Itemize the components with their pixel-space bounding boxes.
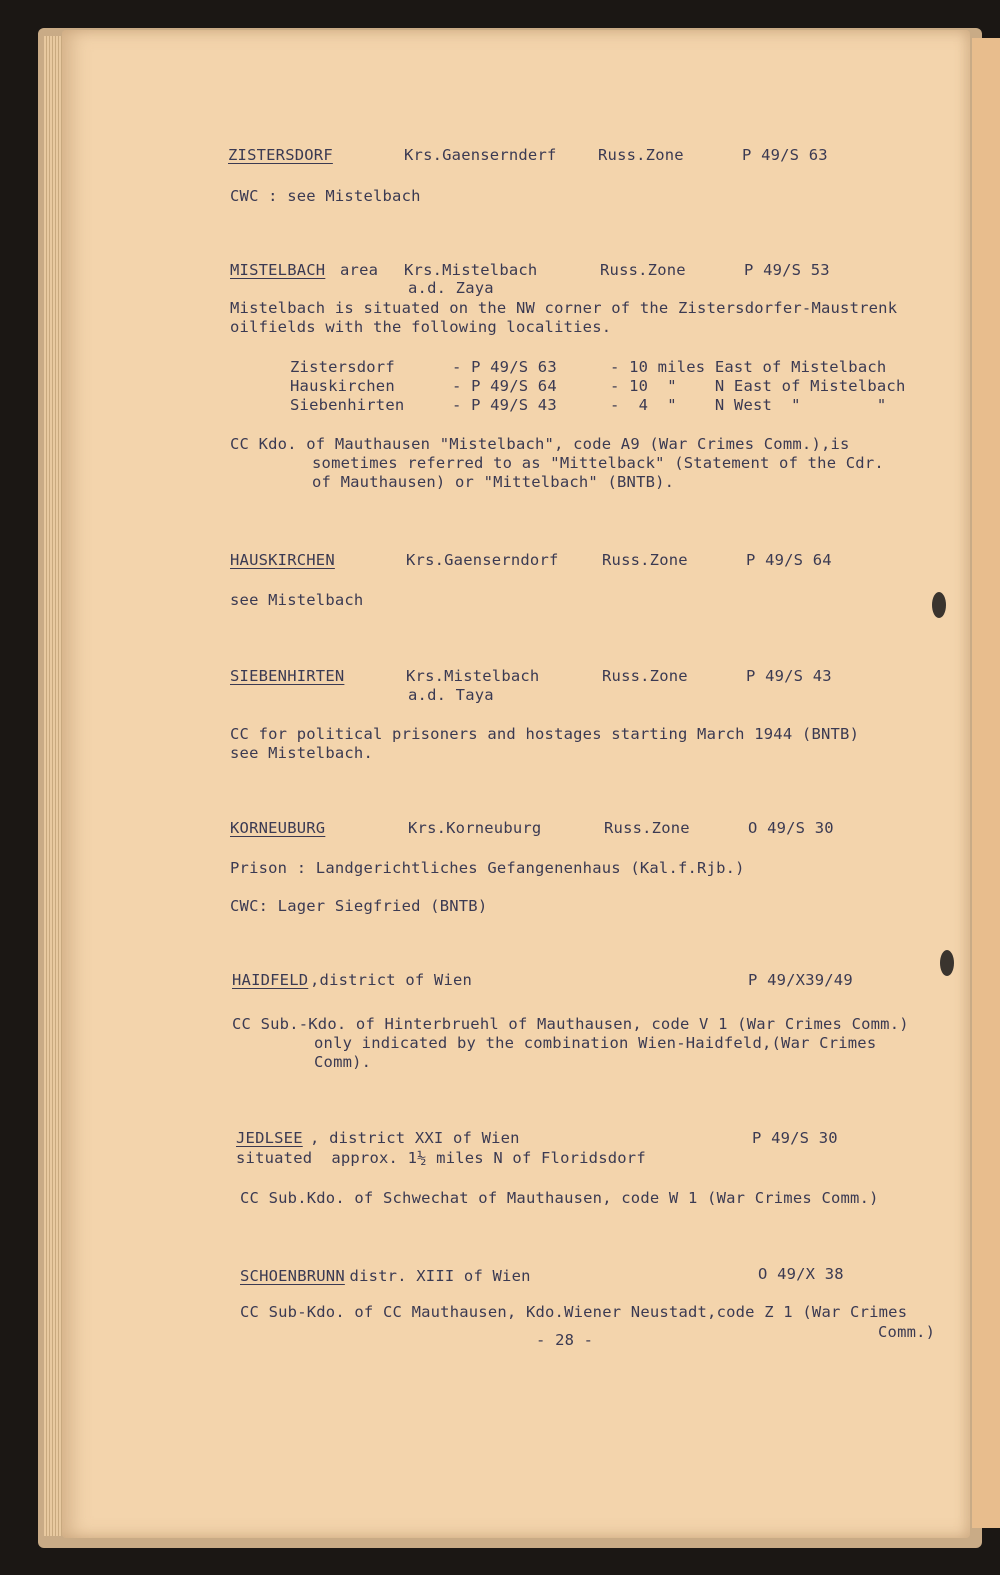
prison-line: Prison : Landgerichtliches Gefangenenhaus (Kal.f.Rjb.) [230, 859, 745, 877]
place-name-suffix: distr. XIII of Wien [340, 1267, 531, 1285]
zone: Russ.Zone [602, 551, 688, 569]
place-name: JEDLSEE [236, 1129, 303, 1147]
map-ref: P 49/S 64 [746, 551, 832, 569]
page-number: - 28 - [536, 1331, 594, 1349]
cc-line: of Mauthausen) or "Mittelbach" (BNTB). [312, 473, 675, 491]
place-name: KORNEUBURG [230, 819, 326, 837]
note-line: see Mistelbach. [230, 744, 373, 762]
locality-distance: - 4 " N West " " [610, 396, 887, 414]
zone: Russ.Zone [598, 146, 684, 164]
locality-distance: - 10 " N East of Mistelbach [610, 377, 906, 395]
district: Krs.Mistelbach [406, 667, 540, 685]
locality-ref: - P 49/S 64 [452, 377, 557, 395]
place-name: MISTELBACH [230, 261, 326, 279]
district: Krs.Korneuburg [408, 819, 542, 837]
district: Krs.Mistelbach [404, 261, 538, 279]
place-name: SCHOENBRUNN [240, 1267, 345, 1285]
cc-line: only indicated by the combination Wien-Haidfeld,(War Crimes [314, 1034, 877, 1052]
cc-line: CC Sub-Kdo. of CC Mauthausen, Kdo.Wiener Neustadt,code Z 1 (War Crimes [240, 1303, 908, 1321]
cc-line: CC Sub.-Kdo. of Hinterbruehl of Mauthausen, code V 1 (War Crimes Comm.) [232, 1015, 909, 1033]
map-ref: P 49/S 53 [744, 261, 830, 279]
place-name-suffix: area [340, 261, 379, 279]
cc-line: Comm). [314, 1053, 372, 1071]
place-name-suffix: ,district of Wien [310, 971, 473, 989]
locality-name: Zistersdorf [290, 358, 395, 376]
map-ref: O 49/X 38 [758, 1265, 844, 1283]
place-name: HAIDFELD [232, 971, 309, 989]
district-line2: a.d. Taya [408, 686, 494, 704]
cc-line: CC Kdo. of Mauthausen "Mistelbach", code A9 (War Crimes Comm.),is [230, 435, 850, 453]
place-name: SIEBENHIRTEN [230, 667, 345, 685]
next-page-edge [972, 38, 1000, 1528]
district: Krs.Gaenserndorf [406, 551, 559, 569]
place-name-suffix: , district XXI of Wien [310, 1129, 520, 1147]
locality-name: Siebenhirten [290, 396, 405, 414]
map-ref: P 49/S 30 [752, 1129, 838, 1147]
zone: Russ.Zone [600, 261, 686, 279]
district: Krs.Gaensernderf [404, 146, 557, 164]
description-line: Mistelbach is situated on the NW corner of the Zistersdorfer-Maustrenk [230, 299, 898, 317]
map-ref: P 49/S 43 [746, 667, 832, 685]
map-ref: O 49/S 30 [748, 819, 834, 837]
cwc-line: CWC: Lager Siegfried (BNTB) [230, 897, 488, 915]
cc-line: sometimes referred to as "Mittelback" (Statement of the Cdr. [312, 454, 884, 472]
description-line: oilfields with the following localities. [230, 318, 612, 336]
locality-ref: - P 49/S 63 [452, 358, 557, 376]
cc-line: Comm.) [878, 1323, 936, 1341]
zone: Russ.Zone [602, 667, 688, 685]
note: see Mistelbach [230, 591, 364, 609]
locality-name: Hauskirchen [290, 377, 395, 395]
situation-line: situated approx. 1½ miles N of Floridsdorf [236, 1149, 646, 1167]
zone: Russ.Zone [604, 819, 690, 837]
district-line2: a.d. Zaya [408, 279, 494, 297]
page-edges [44, 36, 62, 1536]
place-name: HAUSKIRCHEN [230, 551, 335, 569]
note: CWC : see Mistelbach [230, 187, 421, 205]
place-name: ZISTERSDORF [228, 146, 333, 164]
binding-hole [940, 950, 954, 976]
map-ref: P 49/S 63 [742, 146, 828, 164]
note-line: CC for political prisoners and hostages starting March 1944 (BNTB) [230, 725, 860, 743]
locality-ref: - P 49/S 43 [452, 396, 557, 414]
binding-hole [932, 592, 946, 618]
locality-distance: - 10 miles East of Mistelbach [610, 358, 887, 376]
cc-line: CC Sub.Kdo. of Schwechat of Mauthausen, code W 1 (War Crimes Comm.) [240, 1189, 879, 1207]
map-ref: P 49/X39/49 [748, 971, 853, 989]
